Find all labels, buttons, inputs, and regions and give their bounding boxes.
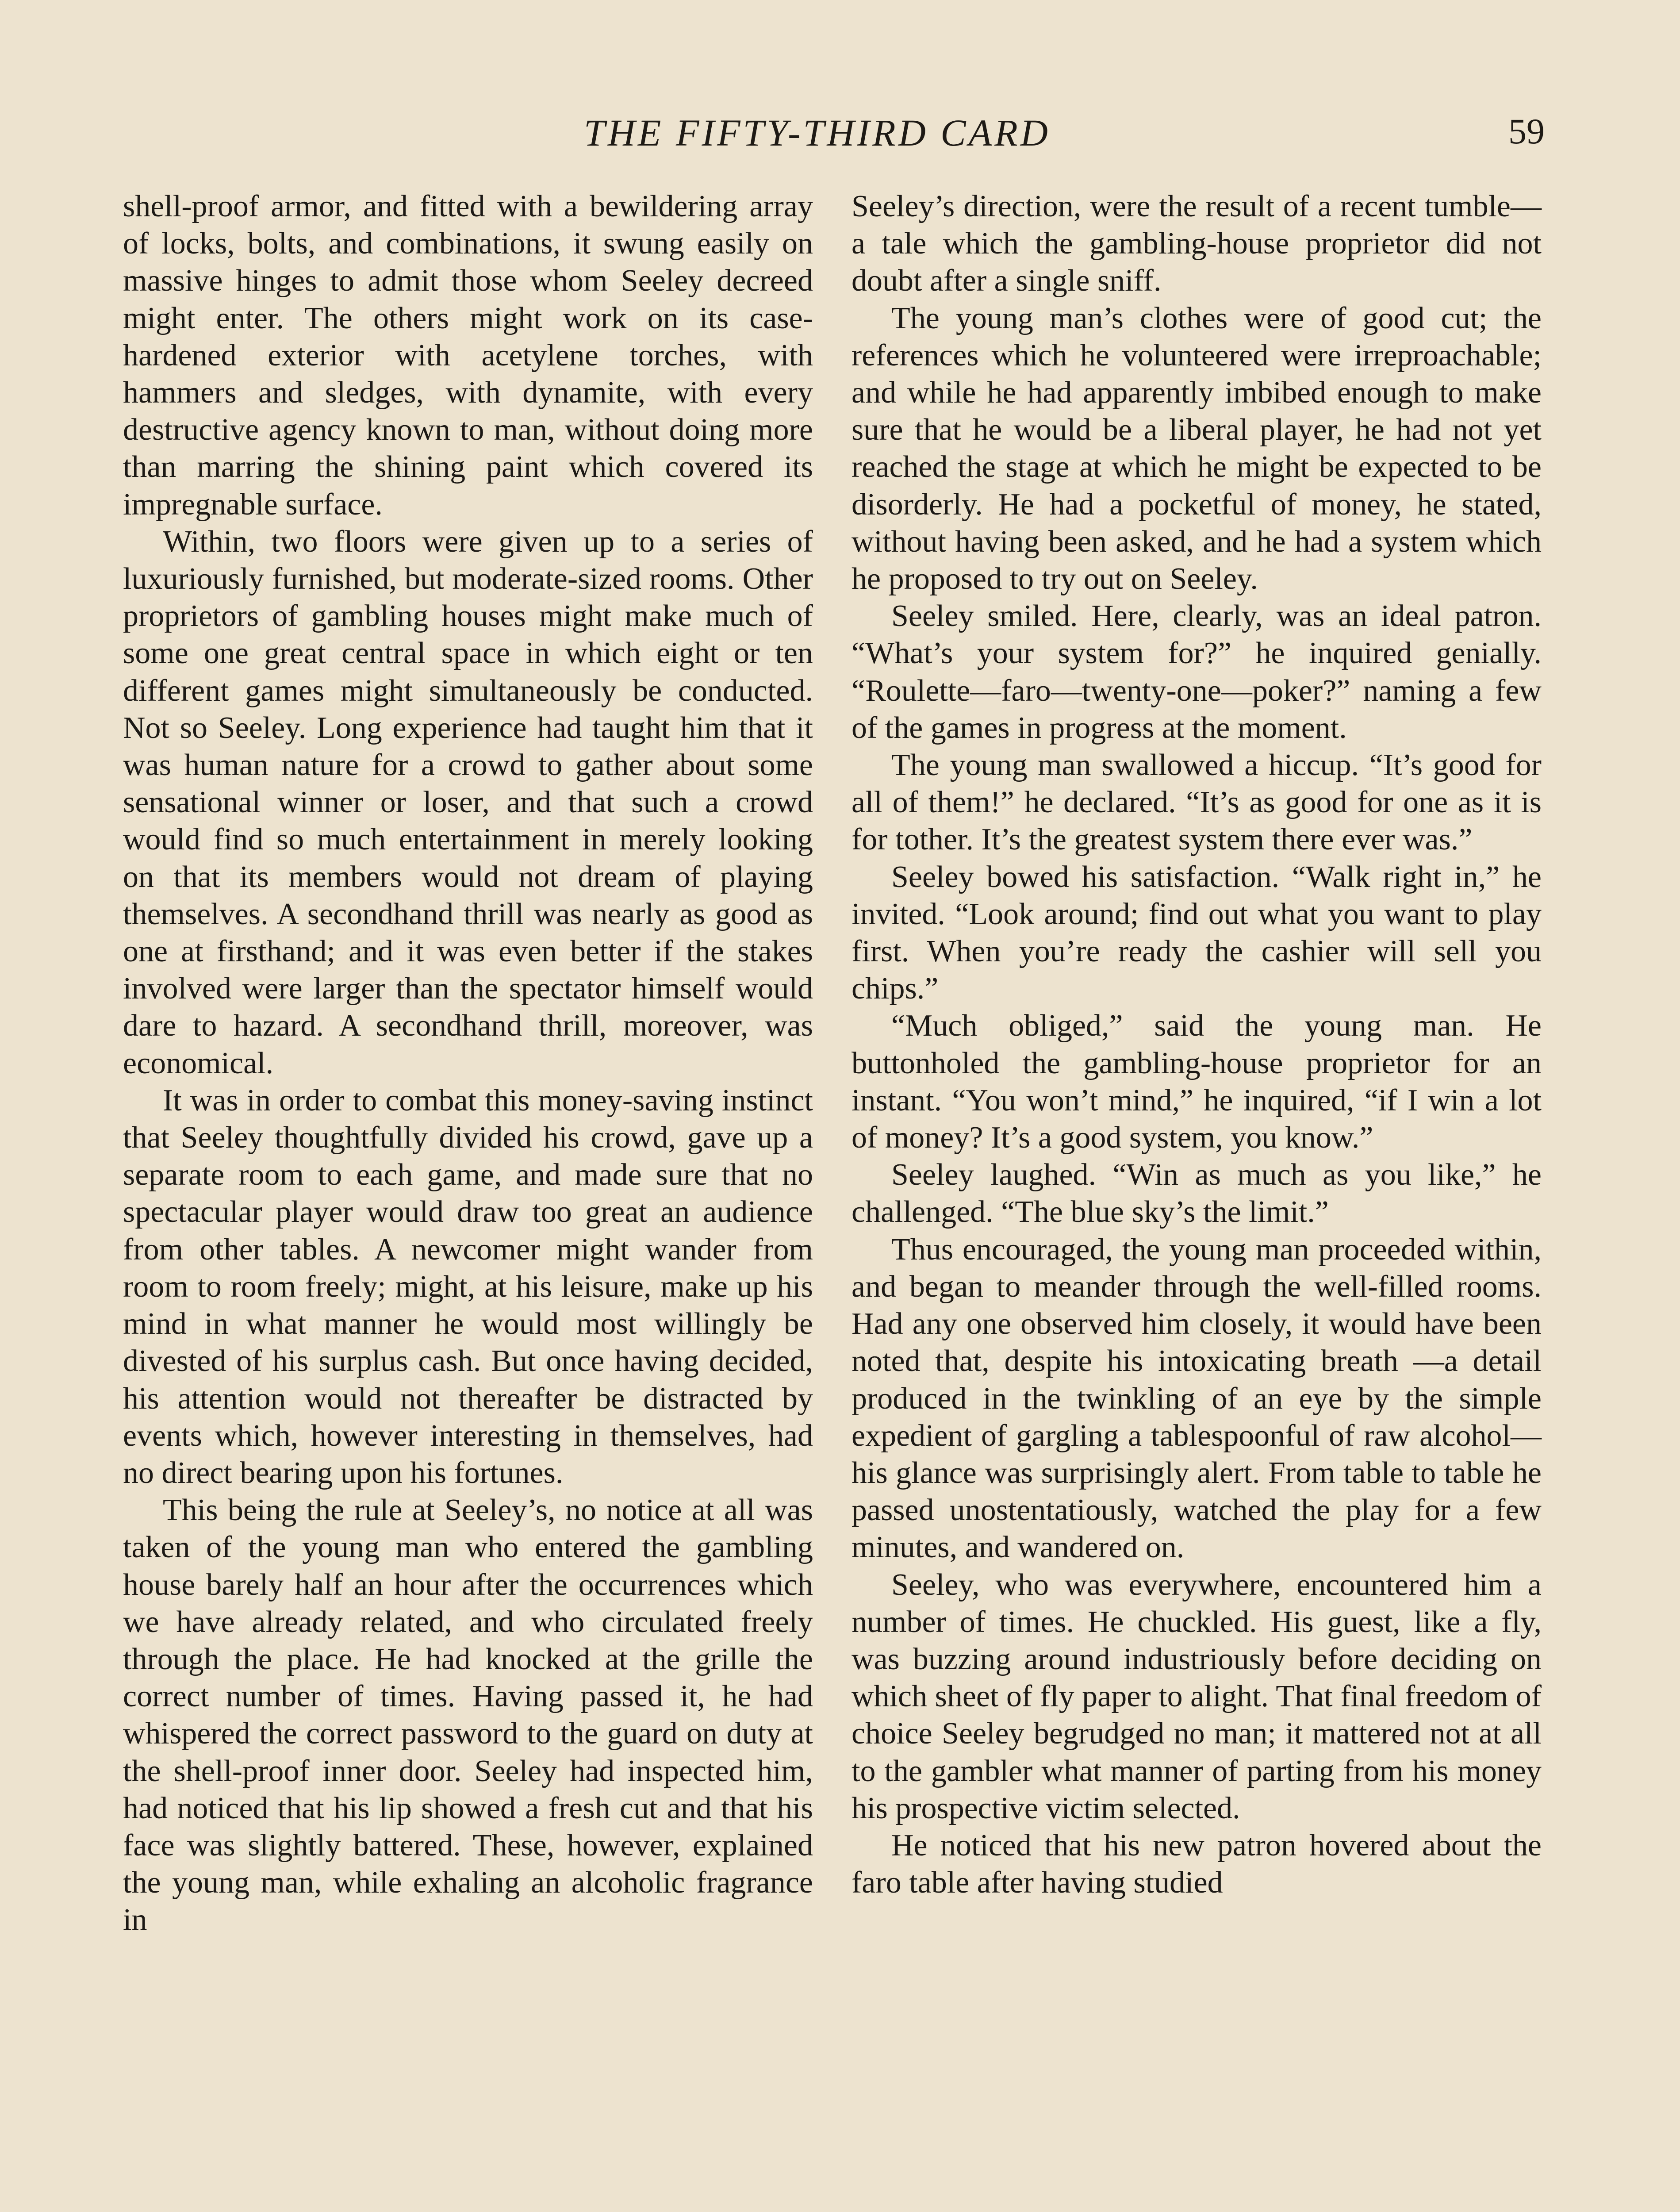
paragraph: The young man’s clothes were of good cut; the references which he volunteered were irreproachable; and while he had apparently imbibed enough to make sure that he would be a liberal player, he had not yet reached the stage at which he might be expected to be disorderly. He had a pocketful of money, he stated, without having been asked, and he had a system which he proposed to try out on Seeley. [852,301,1542,596]
paragraph: Seeley, who was everywhere, encountered him a number of times. He chuckled. His guest, like a fly, was buzzing around industriously before deciding on which sheet of fly paper to alight. That final freedom of choice Seeley begrudged no man; it mattered not at all to the gambler what manner of parting from his money his prospective victim selected. [852,1567,1542,1825]
paragraph: Seeley smiled. Here, clearly, was an ideal patron. “What’s your system for?” he inquired genially. “Roulette—faro—twenty-one—poker?” naming a few of the games in progress at the moment. [852,599,1542,745]
page-header [0,111,1680,173]
paragraph: Within, two floors were given up to a series of luxuriously furnished, but moderate-sized rooms. Other proprietors of gambling houses might make much of some one great central space in which eight or ten different games might simultaneously be conducted. Not so Seeley. Long experience had taught him that it was human nature for a crowd to gather about some sensational winner or loser, and that such a crowd would find so much entertainment in merely looking on that its members would not dream of playing themselves. A secondhand thrill was nearly as good as one at firsthand; and it was even better if the stakes involved were larger than the spectator himself would dare to hazard. A secondhand thrill, moreover, was economical. [123,524,813,1080]
paragraph: Seeley bowed his satisfaction. “Walk right in,” he invited. “Look around; find out what you want to play first. When you’re ready the cashier will sell you chips.” [852,860,1542,1006]
paragraph: “Much obliged,” said the young man. He buttonholed the gambling-house proprietor for an instant. “You won’t mind,” he inquired, “if I win a lot of money? It’s a good system, you know.” [852,1009,1542,1155]
paragraph: The young man swallowed a hiccup. “It’s good for all of them!” he declared. “It’s as good for one as it is for tother. It’s the greatest system there ever was.” [852,748,1542,857]
paragraph: It was in order to combat this money-saving instinct that Seeley thoughtfully divided his crowd, gave up a separate room to each game, and made sure that no spectacular player would draw too great an audience from other tables. A newcomer might wander from room to room freely; might, at his leisure, make up his mind in what manner he would most willingly be divested of his surplus cash. But once having decided, his attention would not thereafter be distracted by events which, however interesting in themselves, had no direct bearing upon his fortunes. [123,1083,813,1490]
paragraph: Seeley laughed. “Win as much as you like,” he challenged. “The blue sky’s the limit.” [852,1158,1542,1229]
paragraph: Seeley’s direction, were the result of a recent tumble—a tale which the gambling-house proprietor did not doubt after a single sniff. [852,189,1542,298]
paragraph: He noticed that his new patron hovered about the faro table after having studied [852,1828,1542,1900]
paragraph: shell-proof armor, and fitted with a bewildering array of locks, bolts, and combinations, it swung easily on massive hinges to admit those whom Seeley decreed might enter. The others might work on its case-hardened exterior with acetylene torches, with hammers and sledges, with dynamite, with every destructive agency known to man, without doing more than marring the shining paint which covered its impregnable surface. [123,189,813,522]
right-column [852,188,1542,1901]
left-column [123,188,813,1939]
paragraph: Thus encouraged, the young man proceeded within, and began to meander through the well-filled rooms. Had any one observed him closely, it would have been noted that, despite his intoxicating breath —a detail produced in the twinkling of an eye by the simple expedient of gargling a tablespoonful of raw alcohol—his glance was surprisingly alert. From table to table he passed unostentatiously, watched the play for a few minutes, and wandered on. [852,1232,1542,1565]
running-title: THE FIFTY-THIRD CARD [584,111,1051,154]
paragraph: This being the rule at Seeley’s, no notice at all was taken of the young man who entered the gambling house barely half an hour after the occurrences which we have already related, and who circulated freely through the place. He had knocked at the grille the correct number of times. Having passed it, he had whispered the correct password to the guard on duty at the shell-proof inner door. Seeley had inspected him, had noticed that his lip showed a fresh cut and that his face was slightly battered. These, however, explained the young man, while exhaling an alcoholic fragrance in [123,1493,813,1937]
page-number: 59 [1508,111,1545,151]
